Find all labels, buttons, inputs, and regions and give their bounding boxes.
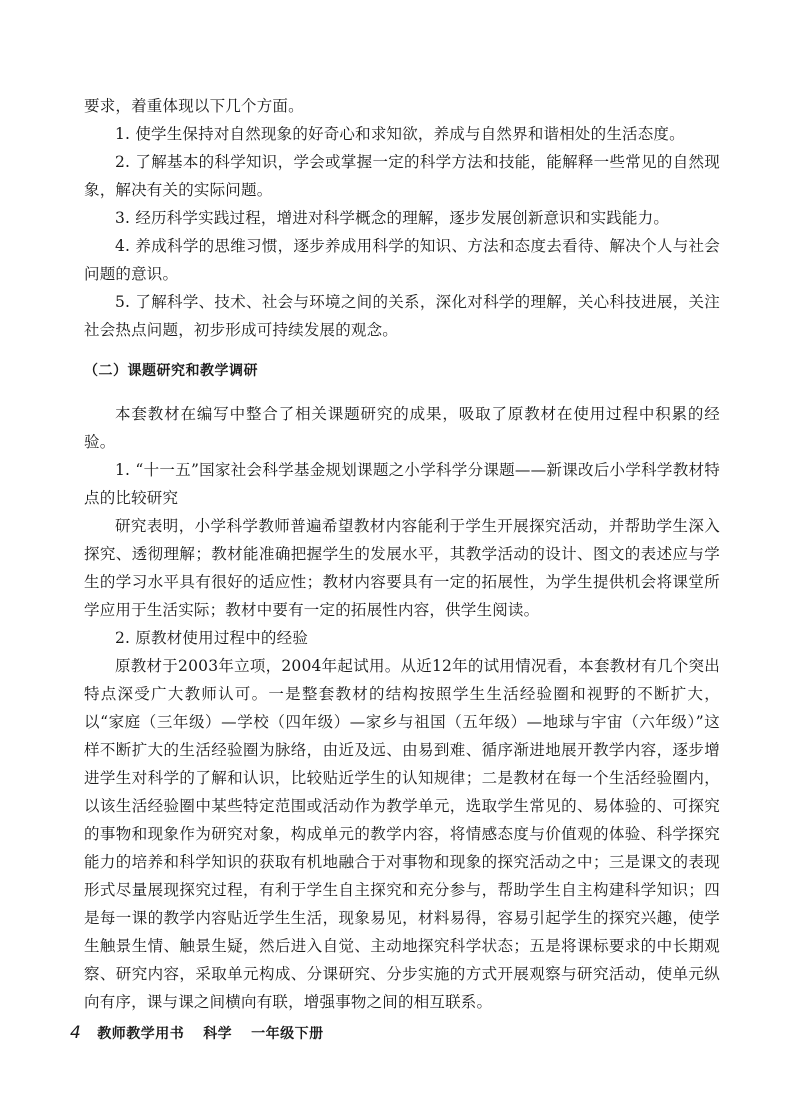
page-footer [70, 1023, 324, 1044]
section-heading: （二）课题研究和教学调研 [84, 363, 258, 379]
document-page [84, 92, 720, 1016]
goal-item-1: 1. 使学生保持对自然现象的好奇心和求知欲，养成与自然界和谐相处的生活态度。 [115, 125, 685, 143]
intro-line: 要求，着重体现以下几个方面。 [84, 97, 304, 115]
grade-label: 一年级下册 [251, 1026, 324, 1042]
section-intro: 本套教材在编写中整合了相关课题研究的成果，吸取了原教材在使用过程中积累的经验。 [84, 405, 720, 451]
item2-title: 2. 原教材使用过程中的经验 [115, 629, 309, 647]
item1-body: 研究表明，小学科学教师普遍希望教材内容能利于学生开展探究活动，并帮助学生深入探究、透彻理解；教材能准确把握学生的发展水平，其教学活动的设计、图文的表述应与学生的学习水平具有很好的适应性；教材内容要具有一定的拓展性，为学生提供机会将课堂所学应用于生活实际；教材中要有一定的拓展性内容，供学生阅读。 [84, 517, 720, 619]
goal-item-3: 3. 经历科学实践过程，增进对科学概念的理解，逐步发展创新意识和实践能力。 [115, 209, 670, 227]
book-title: 教师教学用书 [97, 1026, 185, 1042]
goal-item-2: 2. 了解基本的科学知识，学会或掌握一定的科学方法和技能，能解释一些常见的自然现象，解决有关的实际问题。 [84, 153, 720, 199]
page-number: 4 [70, 1023, 81, 1043]
goal-item-5: 5. 了解科学、技术、社会与环境之间的关系，深化对科学的理解，关心科技进展，关注社会热点问题，初步形成可持续发展的观念。 [84, 293, 720, 339]
item1-title: 1. “十一五”国家社会科学基金规划课题之小学科学分课题——新课改后小学科学教材特点的比较研究 [84, 461, 720, 507]
subject-label: 科学 [203, 1026, 233, 1042]
item2-body: 原教材于2003年立项，2004年起试用。从近12年的试用情况看，本套教材有几个突出特点深受广大教师认可。一是整套教材的结构按照学生生活经验圈和视野的不断扩大，以“家庭（三年级）—学校（四年级）—家乡与祖国（五年级）—地球与宇宙（六年级）”这样不断扩大的生活经验圈为脉络，由近及远、由易到难、循序渐进地展开教学内容，逐步增进学生对科学的了解和认识，比较贴近学生的认知规律；二是教材在每一个生活经验圈内，以该生活经验圈中某些特定范围或活动作为教学单元，选取学生常见的、易体验的、可探究的事物和现象作为研究对象，构成单元的教学内容，将情感态度与价值观的体验、科学探究能力的培养和科学知识的获取有机地融合于对事物和现象的探究活动之中；三是课文的表现形式尽量展现探究过程，有利于学生自主探究和充分参与，帮助学生自主构建科学知识；四是每一课的教学内容贴近学生生活，现象易见，材料易得，容易引起学生的探究兴趣，使学生触景生情、触景生疑，然后进入自觉、主动地探究科学状态；五是将课标要求的中长期观察、研究内容，采取单元构成、分课研究、分步实施的方式开展观察与研究活动，使单元纵向有序，课与课之间横向有联，增强事物之间的相互联系。 [84, 657, 720, 1011]
goal-item-4: 4. 养成科学的思维习惯，逐步养成用科学的知识、方法和态度去看待、解决个人与社会问题的意识。 [84, 237, 720, 283]
